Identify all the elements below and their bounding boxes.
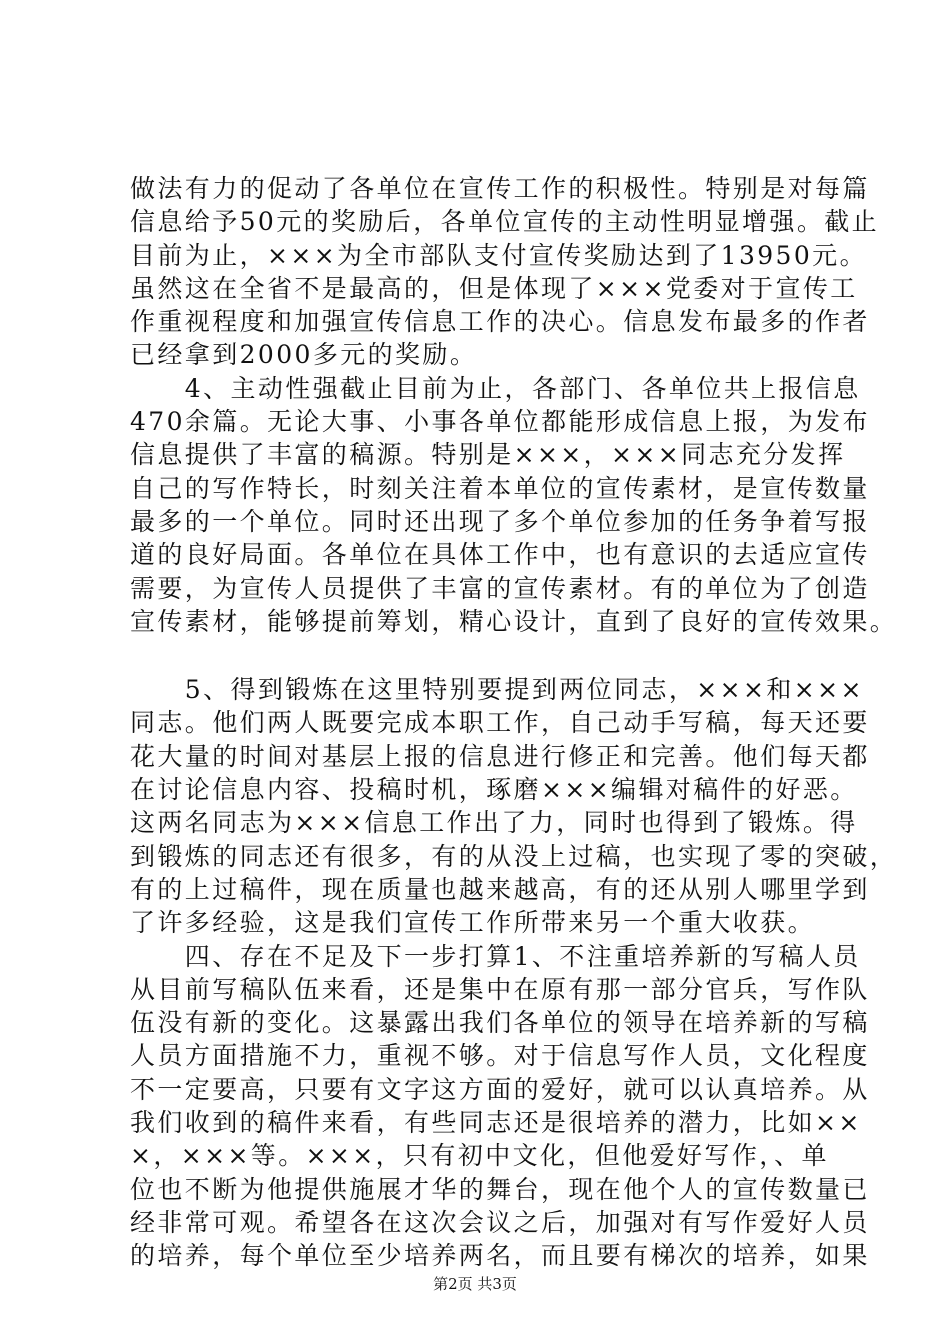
paragraph-block-2 [130,673,898,1272]
text-line: 人员方面措施不力，重视不够。对于信息写作人员，文化程度 [130,1041,870,1071]
text-line: 从目前写稿队伍来看，还是集中在原有那一部分官兵，写作队 [130,974,870,1004]
text-line: 经非常可观。希望各在这次会议之后，加强对有写作爱好人员 [130,1207,870,1237]
text-line: 470余篇。无论大事、小事各单位都能形成信息上报，为发布 [130,407,870,437]
text-line: 需要，为宣传人员提供了丰富的宣传素材。有的单位为了创造 [130,573,870,603]
text-line: 4、主动性强截止目前为止，各部门、各单位共上报信息 [130,373,861,403]
document-body [130,172,898,1273]
text-line: 作重视程度和加强宣传信息工作的决心。信息发布最多的作者 [130,307,870,337]
text-line: 了许多经验，这是我们宣传工作所带来另一个重大收获。 [130,908,816,938]
text-line: ×，×××等。×××，只有初中文化，但他爱好写作，、单 [130,1141,829,1171]
text-line: 我们收到的稿件来看，有些同志还是很培养的潜力，比如×× [130,1108,862,1138]
text-line: 同志。他们两人既要完成本职工作，自己动手写稿，每天还要 [130,708,870,738]
text-line: 自己的写作特长，时刻关注着本单位的宣传素材，是宣传数量 [130,473,870,503]
text-line: 四、存在不足及下一步打算1、不注重培养新的写稿人员 [130,941,861,971]
text-line: 的培养，每个单位至少培养两名，而且要有梯次的培养，如果 [130,1241,870,1271]
text-line: 已经拿到2000多元的奖励。 [130,340,478,370]
text-line: 到锻炼的同志还有很多，有的从没上过稿，也实现了零的突破， [130,841,898,871]
text-line: 做法有力的促动了各单位在宣传工作的积极性。特别是对每篇 [130,174,870,203]
paragraph-block-1 [130,172,898,638]
paragraph-gap [130,638,830,673]
text-line: 信息给予50元的奖励后，各单位宣传的主动性明显增强。截止 [130,207,880,237]
text-line: 虽然这在全省不是最高的，但是体现了×××党委对于宣传工 [130,273,858,303]
text-line: 位也不断为他提供施展才华的舞台，现在他个人的宣传数量已 [130,1174,870,1204]
text-line: 伍没有新的变化。这暴露出我们各单位的领导在培养新的写稿 [130,1008,870,1038]
text-line: 5、得到锻炼在这里特别要提到两位同志，×××和××× [130,675,864,705]
text-line: 在讨论信息内容、投稿时机，琢磨×××编辑对稿件的好恶。 [130,775,858,805]
text-line: 道的良好局面。各单位在具体工作中，也有意识的去适应宣传 [130,540,870,570]
text-line: 目前为止，×××为全市部队支付宣传奖励达到了13950元。 [130,240,867,270]
text-line: 有的上过稿件，现在质量也越来越高，有的还从别人哪里学到 [130,874,870,904]
text-line: 不一定要高，只要有文字这方面的爱好，就可以认真培养。从 [130,1074,870,1104]
text-line: 宣传素材，能够提前筹划，精心设计，直到了良好的宣传效果。 [130,606,898,636]
text-line: 最多的一个单位。同时还出现了多个单位参加的任务争着写报 [130,506,870,536]
text-line: 信息提供了丰富的稿源。特别是×××，×××同志充分发挥 [130,440,846,470]
text-line: 这两名同志为×××信息工作出了力，同时也得到了锻炼。得 [130,808,858,838]
text-line: 花大量的时间对基层上报的信息进行修正和完善。他们每天都 [130,741,870,771]
page-footer: 第2页 共3页 [433,1275,517,1293]
